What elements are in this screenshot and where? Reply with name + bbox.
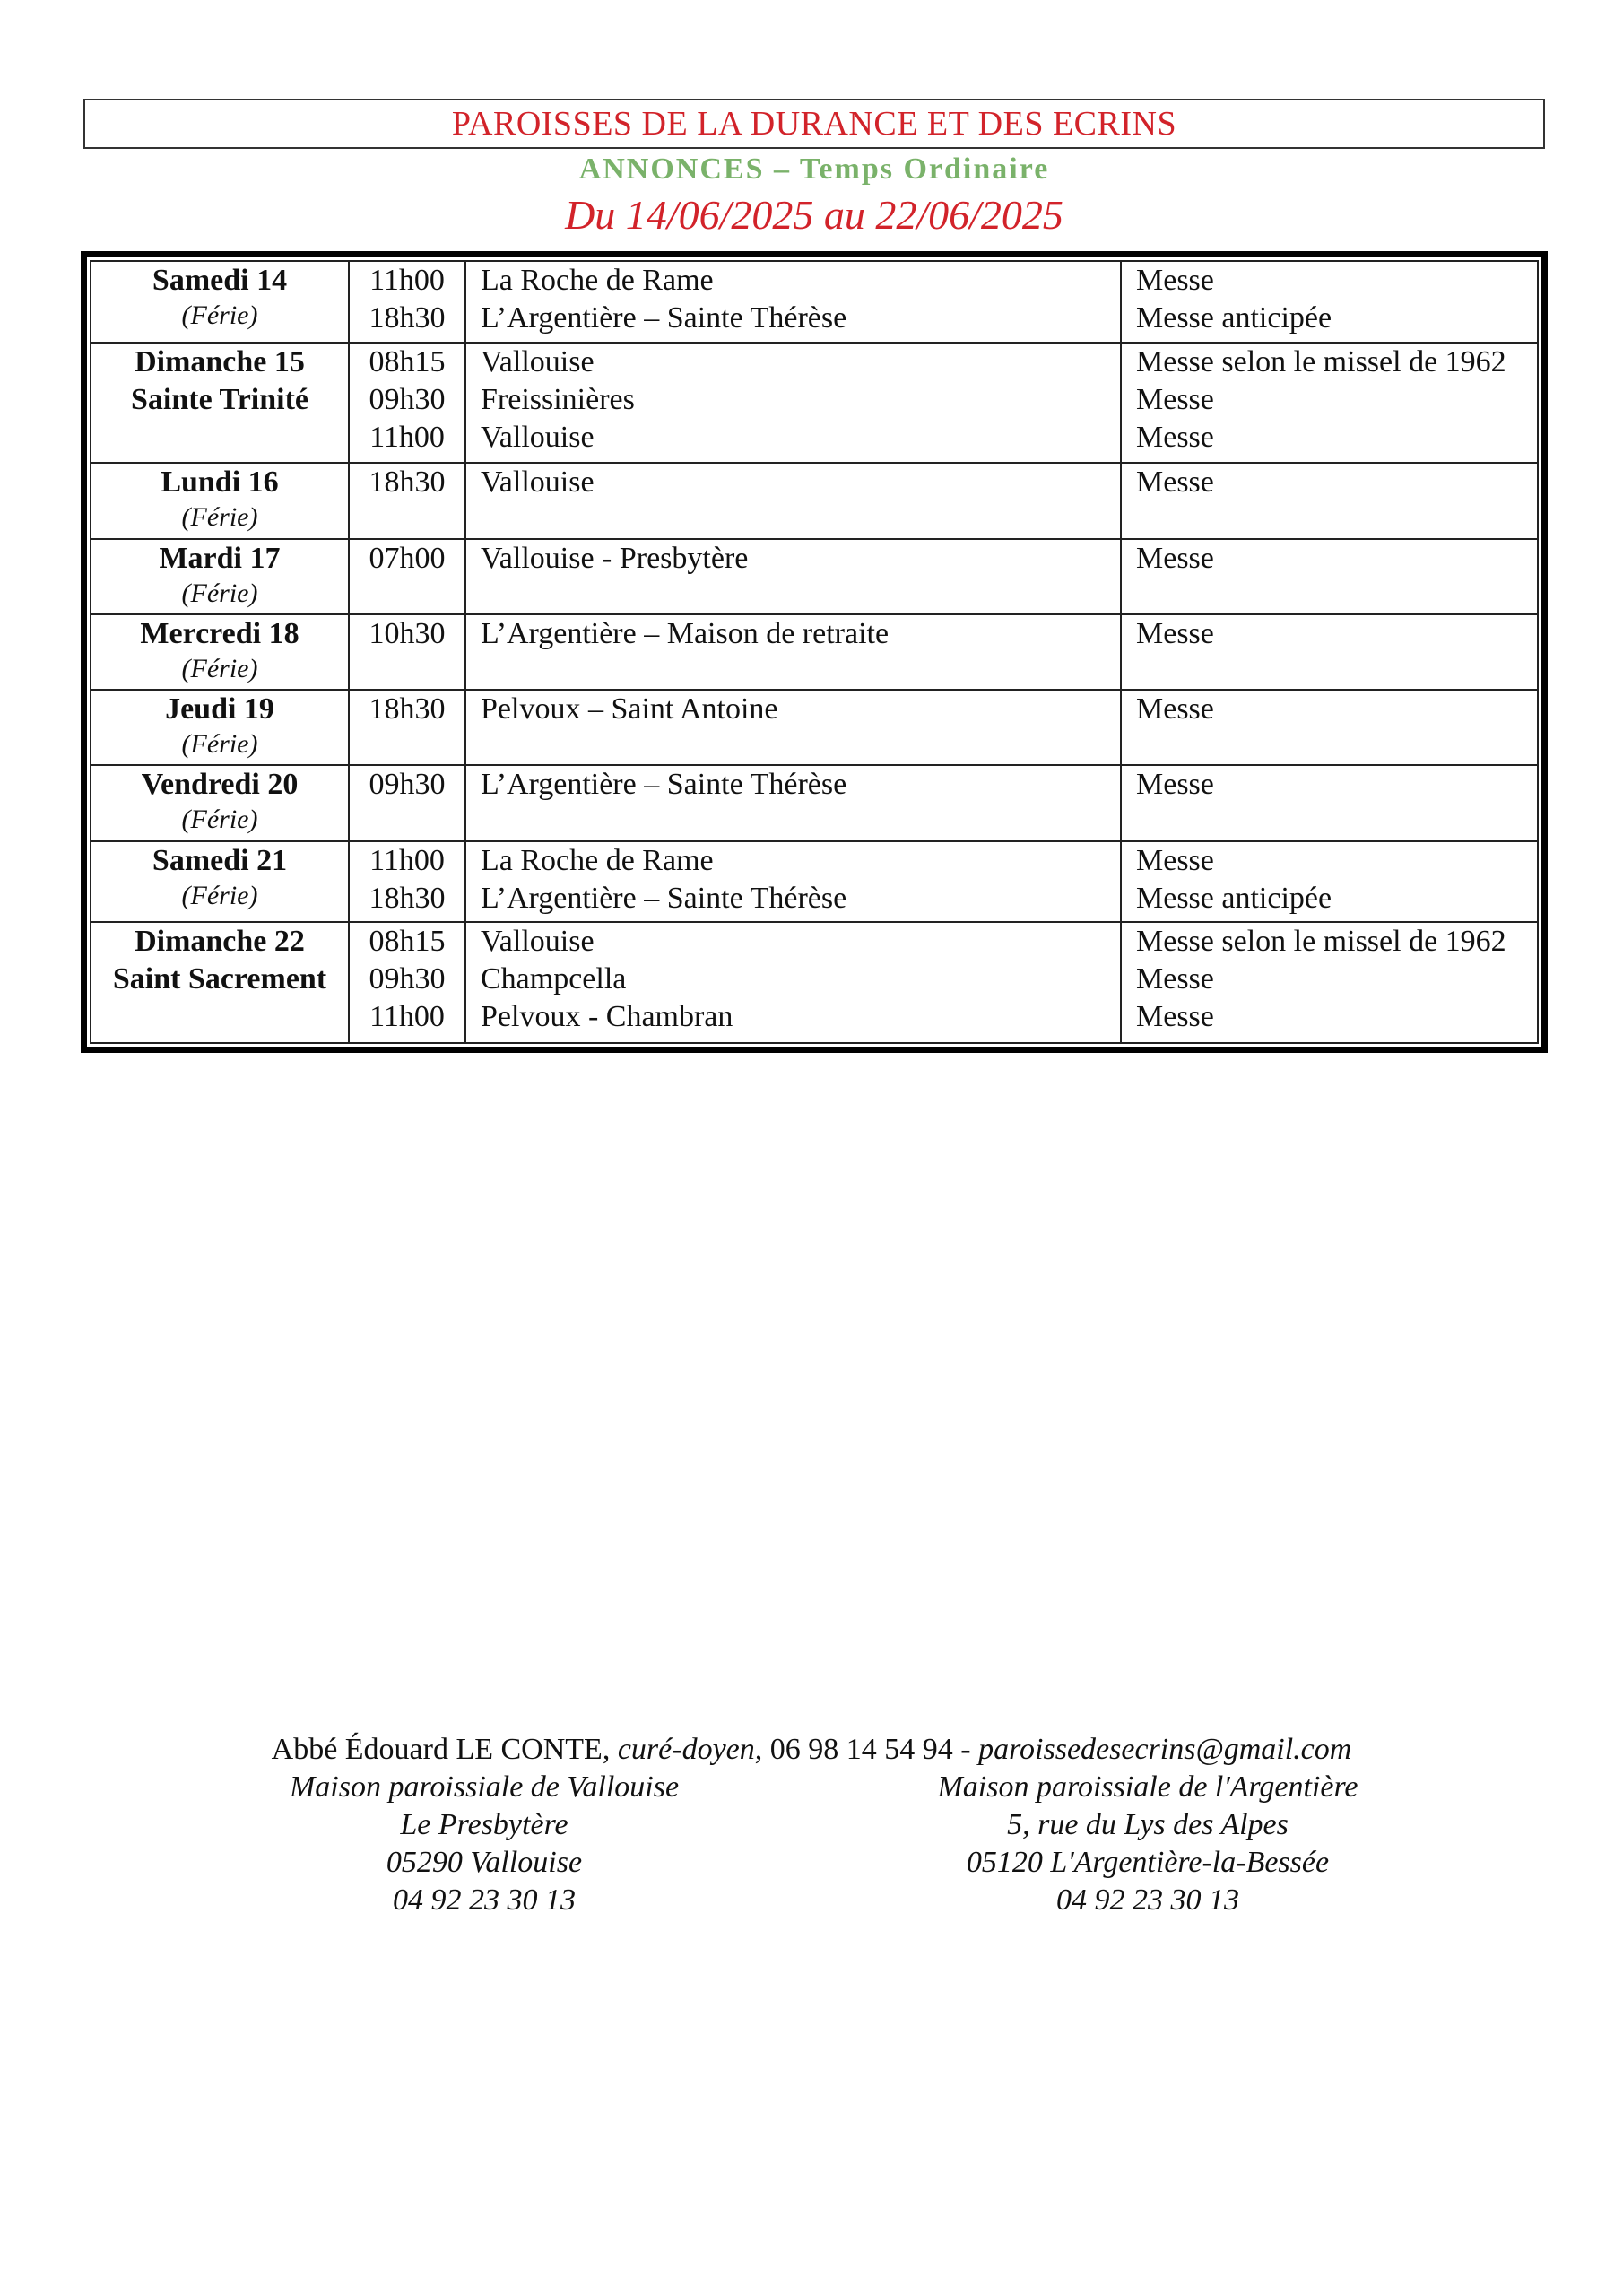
type-cell <box>1121 765 1538 840</box>
entry-type: Messe anticipée <box>1136 881 1332 915</box>
address-name: Maison paroissiale de l'Argentière <box>937 1770 1358 1804</box>
day-note: (Férie) <box>181 300 258 330</box>
entry-time: 07h00 <box>369 541 446 575</box>
entry-place: L’Argentière – Maison de retraite <box>481 616 890 650</box>
day-cell <box>91 614 349 690</box>
entry-place: L’Argentière – Sainte Thérèse <box>481 881 847 915</box>
entry-type: Messe selon le missel de 1962 <box>1136 344 1506 378</box>
place-cell <box>465 614 1121 690</box>
date-range: Du 14/06/2025 au 22/06/2025 <box>565 192 1063 238</box>
schedule-row <box>91 343 1538 464</box>
entry-type: Messe <box>1136 382 1214 416</box>
address-street: 5, rue du Lys des Alpes <box>1007 1808 1289 1841</box>
day-cell <box>91 343 349 464</box>
entry-type: Messe <box>1136 962 1214 996</box>
entry-time: 11h00 <box>369 420 445 454</box>
entry-type: Messe anticipée <box>1136 301 1332 335</box>
day-name: Mercredi 18 <box>140 616 299 650</box>
schedule-table <box>90 260 1539 1044</box>
entry-place: Pelvoux - Chambran <box>481 1000 733 1034</box>
place-cell <box>465 765 1121 840</box>
day-name: Mardi 17 <box>159 541 281 575</box>
day-cell <box>91 690 349 765</box>
place-cell <box>465 539 1121 614</box>
entry-place: La Roche de Rame <box>481 843 714 877</box>
entry-place: Vallouise <box>481 344 595 378</box>
entry-place: L’Argentière – Sainte Thérèse <box>481 768 847 802</box>
place-cell <box>465 690 1121 765</box>
time-cell <box>349 261 465 343</box>
type-cell <box>1121 463 1538 538</box>
entry-place: Vallouise - Presbytère <box>481 541 749 575</box>
schedule-row <box>91 261 1538 343</box>
entry-time: 18h30 <box>369 465 446 500</box>
time-cell <box>349 614 465 690</box>
entry-type: Messe <box>1136 465 1214 500</box>
entry-place: Champcella <box>481 962 627 996</box>
entry-type: Messe <box>1136 616 1214 650</box>
day-note: (Férie) <box>181 804 258 835</box>
footer-address-argentiere <box>843 1769 1453 1919</box>
entry-place: Vallouise <box>481 925 595 959</box>
schedule-row <box>91 841 1538 923</box>
place-cell <box>465 841 1121 923</box>
feast-name: Saint Sacrement <box>112 962 327 996</box>
footer <box>0 1731 1623 1917</box>
type-cell <box>1121 841 1538 923</box>
day-cell <box>91 463 349 538</box>
day-note: (Férie) <box>181 729 258 760</box>
schedule-table-body <box>91 261 1538 1043</box>
type-cell <box>1121 614 1538 690</box>
time-cell <box>349 539 465 614</box>
contact-email[interactable]: paroissedesecrins@gmail.com <box>978 1733 1352 1766</box>
entry-place: L’Argentière – Sainte Thérèse <box>481 301 847 335</box>
day-note: (Férie) <box>181 653 258 683</box>
entry-time: 11h00 <box>369 843 445 877</box>
day-name: Dimanche 22 <box>135 925 305 959</box>
place-cell <box>465 261 1121 343</box>
schedule-row <box>91 614 1538 690</box>
day-cell <box>91 765 349 840</box>
time-cell <box>349 463 465 538</box>
entry-place: Freissinières <box>481 382 635 416</box>
type-cell <box>1121 343 1538 464</box>
schedule-row <box>91 539 1538 614</box>
entry-time: 08h15 <box>369 925 446 959</box>
priest-name: Abbé Édouard LE CONTE, <box>271 1733 611 1766</box>
schedule-row <box>91 765 1538 840</box>
schedule-table-frame <box>81 251 1548 1053</box>
footer-address-vallouise <box>188 1769 780 1919</box>
entry-type: Messe <box>1136 541 1214 575</box>
day-name: Samedi 21 <box>152 843 288 877</box>
entry-time: 11h00 <box>369 1000 445 1034</box>
entry-type: Messe <box>1136 264 1214 297</box>
entry-time: 18h30 <box>369 301 446 335</box>
time-cell <box>349 690 465 765</box>
address-street: Le Presbytère <box>400 1808 568 1841</box>
place-cell <box>465 922 1121 1043</box>
day-name: Jeudi 19 <box>165 692 274 726</box>
feast-name: Sainte Trinité <box>130 382 309 416</box>
page-title-text: PAROISSES DE LA DURANCE ET DES ECRINS <box>451 105 1177 143</box>
entry-type: Messe <box>1136 843 1214 877</box>
entry-time: 09h30 <box>369 768 446 802</box>
day-name: Lundi 16 <box>161 465 279 500</box>
day-cell <box>91 841 349 923</box>
place-cell <box>465 343 1121 464</box>
entry-type: Messe selon le missel de 1962 <box>1136 925 1506 959</box>
type-cell <box>1121 690 1538 765</box>
time-cell <box>349 922 465 1043</box>
address-city: 05120 L'Argentière-la-Bessée <box>966 1846 1330 1879</box>
entry-type: Messe <box>1136 420 1214 454</box>
time-cell <box>349 765 465 840</box>
page-title <box>83 99 1545 149</box>
time-cell <box>349 343 465 464</box>
day-cell <box>91 922 349 1043</box>
schedule-row <box>91 690 1538 765</box>
day-note: (Férie) <box>181 502 258 533</box>
page-subtitle: ANNONCES – Temps Ordinaire <box>578 152 1050 186</box>
entry-time: 09h30 <box>369 962 446 996</box>
address-phone: 04 92 23 30 13 <box>393 1883 576 1917</box>
time-cell <box>349 841 465 923</box>
entry-time: 09h30 <box>369 382 446 416</box>
entry-place: La Roche de Rame <box>481 264 714 297</box>
address-name: Maison paroissiale de Vallouise <box>289 1770 680 1804</box>
day-cell <box>91 539 349 614</box>
entry-place: Vallouise <box>481 465 595 500</box>
day-name: Vendredi 20 <box>141 768 299 802</box>
entry-time: 18h30 <box>369 881 446 915</box>
day-name: Samedi 14 <box>152 264 288 297</box>
schedule-row <box>91 922 1538 1043</box>
priest-phone: 06 98 14 54 94 - <box>769 1733 971 1766</box>
footer-contact-line <box>0 1731 1623 1769</box>
type-cell <box>1121 539 1538 614</box>
entry-time: 18h30 <box>369 692 446 726</box>
entry-place: Pelvoux – Saint Antoine <box>481 692 778 726</box>
address-phone: 04 92 23 30 13 <box>1056 1883 1239 1917</box>
day-note: (Férie) <box>181 880 258 910</box>
entry-time: 11h00 <box>369 264 445 297</box>
entry-type: Messe <box>1136 692 1214 726</box>
type-cell <box>1121 261 1538 343</box>
entry-time: 10h30 <box>369 616 446 650</box>
type-cell <box>1121 922 1538 1043</box>
schedule-row <box>91 463 1538 538</box>
day-cell <box>91 261 349 343</box>
address-city: 05290 Vallouise <box>386 1846 583 1879</box>
place-cell <box>465 463 1121 538</box>
priest-role: curé-doyen, <box>617 1733 763 1766</box>
entry-time: 08h15 <box>369 344 446 378</box>
day-note: (Férie) <box>181 578 258 608</box>
entry-type: Messe <box>1136 768 1214 802</box>
entry-type: Messe <box>1136 1000 1214 1034</box>
day-name: Dimanche 15 <box>135 344 305 378</box>
entry-place: Vallouise <box>481 420 595 454</box>
